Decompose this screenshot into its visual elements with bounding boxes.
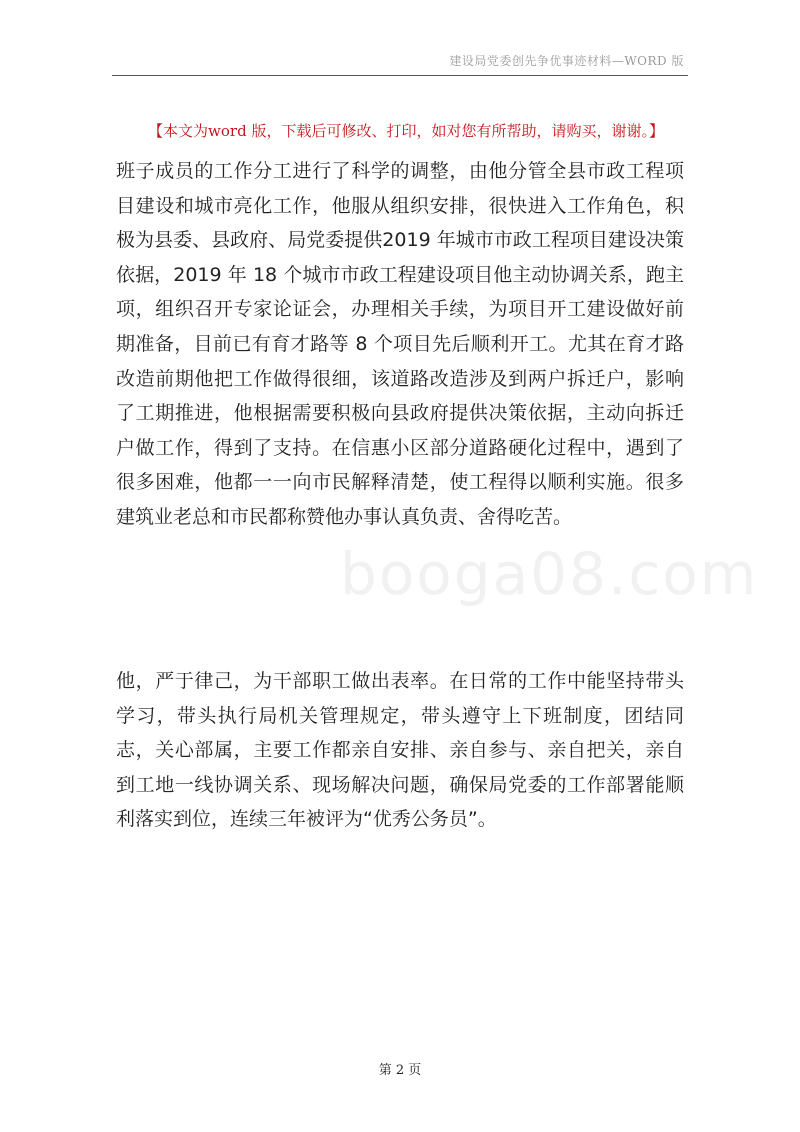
header-divider (112, 75, 688, 76)
page-number: 第 2 页 (378, 1063, 422, 1078)
body-paragraph-1: 班子成员的工作分工进行了科学的调整，由他分管全县市政工程项目建设和城市亮化工作，他服从组织安排，很快进入工作角色，积极为县委、县政府、局党委提供2019 年城市市政工程项目建设决策依据，2019 年 18 个城市市政工程建设项目他主动协调关系，跑主项，组织召开专家论证会，办理相关手续，为项目开工建设做好前期准备，目前已有育才路等 8 个项目先后顺利开工。尤其在育才路改造前期他把工作做得很细，该道路改造涉及到两户拆迁户，影响了工期推进，他根据需要积极向县政府提供决策依据，主动向拆迁户做工作，得到了支持。在信惠小区部分道路硬化过程中，遇到了很多困难，他都一一向市民解释清楚，使工程得以顺利实施。很多建筑业老总和市民都称赞他办事认真负责、舍得吃苦。 (116, 160, 684, 528)
body-paragraph-2: 他，严于律己，为干部职工做出表率。在日常的工作中能坚持带头学习，带头执行局机关管理规定，带头遵守上下班制度，团结同志，关心部属，主要工作都亲自安排、亲自参与、亲自把关，亲自到工地一线协调关系、现场解决问题，确保局党委的工作部署能顺利落实到位，连续三年被评为“优秀公务员”。 (116, 670, 684, 831)
header-title: 建设局党委创先争优事迹材料—WORD 版 (449, 54, 684, 68)
purchase-notice: 【本文为word 版，下载后可修改、打印，如对您有所帮助，请购买，谢谢。】 (148, 122, 664, 140)
watermark: booga08.com (340, 540, 759, 608)
